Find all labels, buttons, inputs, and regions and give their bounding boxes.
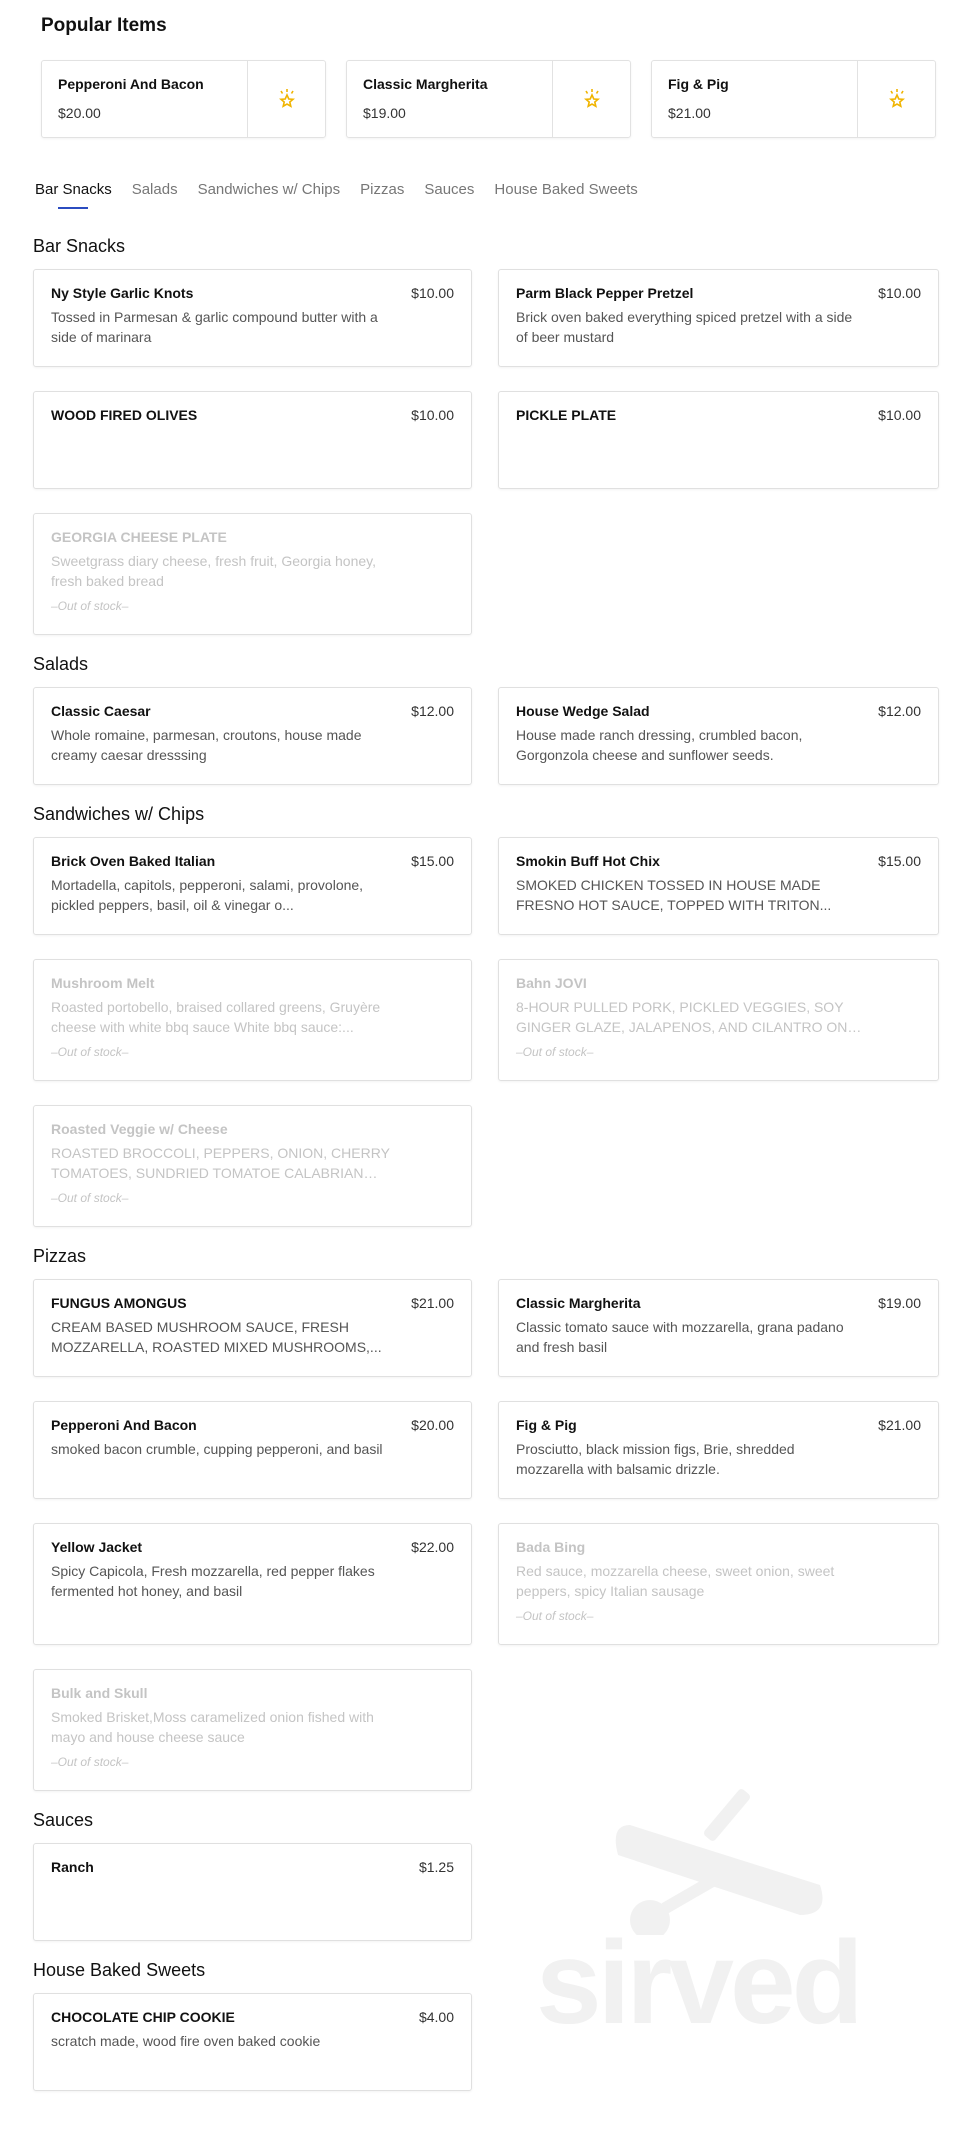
menu-section	[33, 1958, 939, 2091]
item-price: $10.00	[878, 407, 921, 423]
item-price: $4.00	[418, 2009, 454, 2025]
item-name: Classic Caesar	[51, 703, 151, 719]
item-price: $21.00	[411, 1295, 454, 1311]
item-name: Bahn JOVI	[516, 975, 587, 991]
section-heading: Salads	[33, 654, 89, 674]
menu-item-card[interactable]	[498, 837, 939, 935]
popular-item-card[interactable]	[41, 60, 326, 138]
item-name: Smokin Buff Hot Chix	[516, 853, 660, 869]
menu-item-card[interactable]	[33, 837, 472, 935]
item-description: ROASTED BROCCOLI, PEPPERS, ONION, CHERRY TOMATOES, SUNDRIED TOMATOE CALABRIAN	[51, 1145, 390, 1181]
popular-item-card[interactable]	[651, 60, 936, 138]
item-description: Brick oven baked everything spiced pretzel with a side of beer mustard	[516, 309, 853, 345]
item-name: Parm Black Pepper Pretzel	[516, 285, 694, 301]
item-price: $15.00	[878, 853, 921, 869]
item-price: $15.00	[411, 853, 454, 869]
menu-item-card[interactable]	[498, 391, 939, 489]
popular-star-icon	[552, 61, 630, 137]
item-name: Pepperoni And Bacon	[51, 1417, 197, 1433]
tab-salads[interactable]: Salads	[131, 181, 178, 198]
item-price: $10.00	[411, 407, 454, 423]
item-price: $10.00	[878, 285, 921, 301]
item-name: CHOCOLATE CHIP COOKIE	[51, 2009, 235, 2025]
menu-item-card[interactable]	[33, 391, 472, 489]
menu-section	[33, 802, 939, 1227]
item-price: $22.00	[411, 1539, 454, 1555]
item-price: $1.25	[418, 1859, 454, 1875]
menu-item-card[interactable]	[33, 959, 472, 1081]
out-of-stock-label: –Out of stock–	[516, 1609, 594, 1623]
item-description: Whole romaine, parmesan, croutons, house made creamy caesar dresssing	[51, 727, 362, 763]
item-name: PICKLE PLATE	[516, 407, 617, 423]
item-name: Yellow Jacket	[51, 1539, 143, 1555]
menu-item-card[interactable]	[498, 269, 939, 367]
out-of-stock-label: –Out of stock–	[516, 1045, 594, 1059]
item-name: WOOD FIRED OLIVES	[51, 407, 198, 423]
popular-item-card[interactable]	[346, 60, 631, 138]
item-price: $12.00	[878, 703, 921, 719]
section-heading: Sauces	[33, 1810, 94, 1830]
item-name: GEORGIA CHEESE PLATE	[51, 529, 227, 545]
popular-item-price: $21.00	[668, 105, 711, 121]
popular-star-icon	[247, 61, 325, 137]
item-description: Tossed in Parmesan & garlic compound butter with a side of marinara	[51, 309, 378, 345]
item-name: Mushroom Melt	[51, 975, 155, 991]
tab-pizzas[interactable]: Pizzas	[360, 181, 405, 198]
menu-item-card[interactable]	[33, 1279, 472, 1377]
watermark-text: sirved	[536, 1917, 860, 2049]
popular-items-row	[41, 60, 936, 138]
item-description: Prosciutto, black mission figs, Brie, shredded mozzarella with balsamic drizzle.	[516, 1441, 795, 1477]
item-price: $21.00	[878, 1417, 921, 1433]
item-description: 8-HOUR PULLED PORK, PICKLED VEGGIES, SOY GINGER GLAZE, JALAPENOS, AND CILANTRO ON	[516, 999, 848, 1035]
out-of-stock-label: –Out of stock–	[51, 1755, 129, 1769]
item-name: Roasted Veggie w/ Cheese	[51, 1121, 228, 1137]
menu-item-card[interactable]	[498, 959, 939, 1081]
item-price: $19.00	[878, 1295, 921, 1311]
item-price: $12.00	[411, 703, 454, 719]
section-heading: Bar Snacks	[33, 236, 126, 256]
item-name: Classic Margherita	[516, 1295, 641, 1311]
item-name: Ranch	[51, 1859, 94, 1875]
out-of-stock-label: –Out of stock–	[51, 1191, 129, 1205]
menu-item-card[interactable]	[498, 1279, 939, 1377]
out-of-stock-label: –Out of stock–	[51, 599, 129, 613]
section-heading: House Baked Sweets	[33, 1960, 206, 1980]
menu-section	[33, 234, 939, 635]
out-of-stock-label: –Out of stock–	[51, 1045, 129, 1059]
item-description: scratch made, wood fire oven baked cookie	[51, 2033, 321, 2049]
menu-item-card[interactable]	[33, 1669, 472, 1791]
menu-item-card[interactable]	[33, 1843, 472, 1941]
item-description: Classic tomato sauce with mozzarella, grana padano and fresh basil	[516, 1319, 844, 1355]
item-description: Red sauce, mozzarella cheese, sweet onion, sweet peppers, spicy Italian sausage	[516, 1563, 835, 1599]
menu-item-card[interactable]	[498, 1523, 939, 1645]
tab-bar-snacks[interactable]: Bar Snacks	[35, 181, 112, 206]
item-description: SMOKED CHICKEN TOSSED IN HOUSE MADE FRESNO HOT SAUCE, TOPPED WITH TRITON...	[516, 877, 832, 913]
section-heading: Sandwiches w/ Chips	[33, 804, 205, 824]
section-heading: Pizzas	[33, 1246, 87, 1266]
menu-sections	[33, 234, 939, 2108]
popular-item-price: $19.00	[363, 105, 406, 121]
item-description: House made ranch dressing, crumbled bacon, Gorgonzola cheese and sunflower seeds.	[516, 727, 803, 763]
menu-item-card[interactable]	[33, 269, 472, 367]
tab-house-baked-sweets[interactable]: House Baked Sweets	[494, 181, 638, 198]
item-name: FUNGUS AMONGUS	[51, 1295, 187, 1311]
popular-item-name: Classic Margherita	[363, 76, 488, 92]
item-price: $20.00	[411, 1417, 454, 1433]
menu-item-card[interactable]	[33, 1401, 472, 1499]
item-description: smoked bacon crumble, cupping pepperoni, and basil	[51, 1441, 383, 1457]
popular-items-title: Popular Items	[41, 15, 167, 36]
item-name: Bulk and Skull	[51, 1685, 148, 1701]
item-description: Sweetgrass diary cheese, fresh fruit, Georgia honey, fresh baked bread	[51, 553, 377, 589]
popular-item-name: Fig & Pig	[668, 76, 729, 92]
menu-item-card[interactable]	[33, 1523, 472, 1645]
item-price: $10.00	[411, 285, 454, 301]
popular-item-name: Pepperoni And Bacon	[58, 76, 204, 92]
popular-item-price: $20.00	[58, 105, 101, 121]
item-name: Bada Bing	[516, 1539, 586, 1555]
menu-item-card[interactable]	[33, 1105, 472, 1227]
menu-item-card[interactable]	[33, 687, 472, 785]
menu-item-card[interactable]	[498, 687, 939, 785]
item-name: Fig & Pig	[516, 1417, 577, 1433]
tab-sauces[interactable]: Sauces	[424, 181, 475, 198]
item-description: Mortadella, capitols, pepperoni, salami, provolone, pickled peppers, basil, oil & vinegar o...	[51, 877, 364, 913]
menu-section	[33, 1244, 939, 1791]
item-description: Smoked Brisket,Moss caramelized onion fished with mayo and house cheese sauce	[51, 1709, 374, 1745]
item-name: House Wedge Salad	[516, 703, 650, 719]
item-description: Spicy Capicola, Fresh mozzarella, red pepper flakes fermented hot honey, and basil	[51, 1563, 375, 1599]
item-description: CREAM BASED MUSHROOM SAUCE, FRESH MOZZARELLA, ROASTED MIXED MUSHROOMS,...	[51, 1319, 382, 1355]
menu-section	[33, 652, 939, 785]
menu-item-card[interactable]	[498, 1401, 939, 1499]
menu-section	[33, 1808, 939, 1941]
category-tabs	[35, 181, 638, 206]
item-name: Brick Oven Baked Italian	[51, 853, 216, 869]
popular-star-icon	[857, 61, 935, 137]
tab-sandwiches-w-chips[interactable]: Sandwiches w/ Chips	[197, 181, 341, 198]
item-description: Roasted portobello, braised collared greens, Gruyère cheese with white bbq sauce White bbq sauce:...	[51, 999, 381, 1035]
item-name: Ny Style Garlic Knots	[51, 285, 194, 301]
menu-item-card[interactable]	[33, 513, 472, 635]
menu-item-card[interactable]	[33, 1993, 472, 2091]
